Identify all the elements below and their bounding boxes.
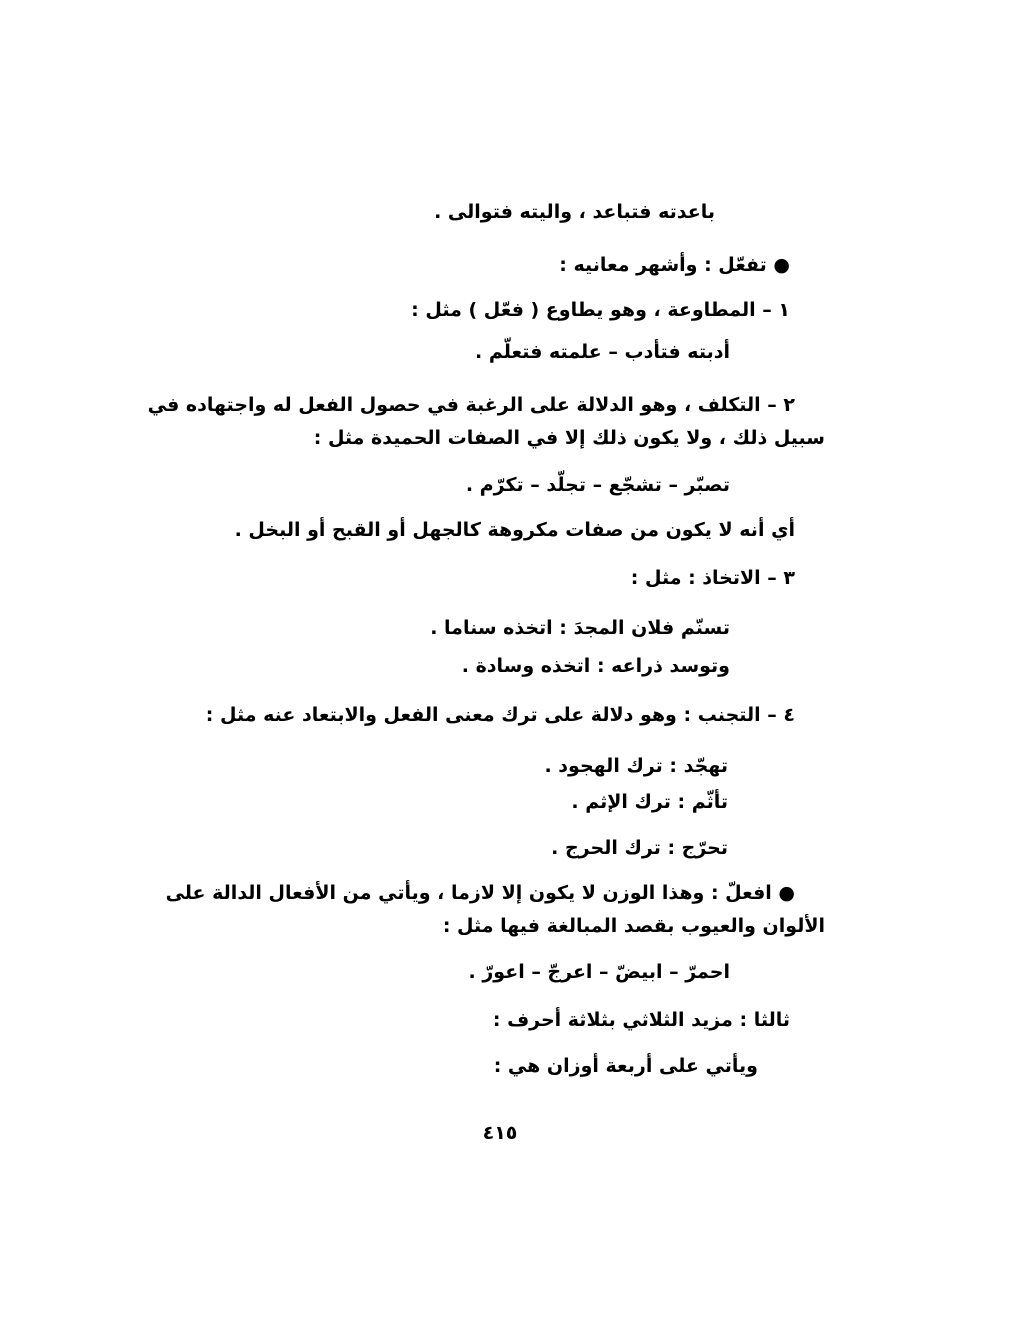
example-line: وتوسد ذراعه : اتخذه وسادة . [461, 655, 730, 677]
numbered-item: ٣ – الاتخاذ : مثل : [630, 567, 795, 589]
example-line: تصبّر – تشجّع – تجلّد – تكرّم . [465, 474, 730, 496]
numbered-item: ١ – المطاوعة ، وهو يطاوع ( فعّل ) مثل : [411, 299, 790, 321]
example-line: تأثّم : ترك الإثم . [571, 791, 728, 813]
numbered-item: ٢ – التكلف ، وهو الدلالة على الرغبة في حصول الفعل له واجتهاده في [147, 394, 795, 416]
text-line: أي أنه لا يكون من صفات مكروهة كالجهل أو القبح أو البخل . [234, 519, 795, 541]
section-heading: ثالثا : مزيد الثلاثي بثلاثة أحرف : [492, 1009, 790, 1031]
example-line: تهجّد : ترك الهجود . [544, 755, 728, 777]
section-heading: ● افعلّ : وهذا الوزن لا يكون إلا لازما ، ويأتي من الأفعال الدالة على [165, 882, 795, 904]
example-line: احمرّ – ابيضّ – اعرجّ – اعورّ . [468, 961, 730, 983]
example-line: أدبته فتأدب – علمته فتعلّم . [475, 341, 730, 363]
section-heading: ● تفعّل : وأشهر معانيه : [559, 254, 790, 276]
page-number: ٤١٥ [482, 1122, 518, 1144]
text-line: الألوان والعيوب بقصد المبالغة فيها مثل : [442, 915, 825, 937]
example-line: تسنّم فلان المجدَ : اتخذه سناما . [430, 617, 730, 639]
text-line: سبيل ذلك ، ولا يكون ذلك إلا في الصفات الحميدة مثل : [313, 427, 825, 449]
text-line: ويأتي على أربعة أوزان هي : [493, 1055, 758, 1077]
example-line: تحرّج : ترك الحرج . [551, 837, 728, 859]
text-line: باعدته فتباعد ، واليته فتوالى . [434, 201, 715, 223]
numbered-item: ٤ – التجنب : وهو دلالة على ترك معنى الفعل والابتعاد عنه مثل : [205, 704, 795, 726]
